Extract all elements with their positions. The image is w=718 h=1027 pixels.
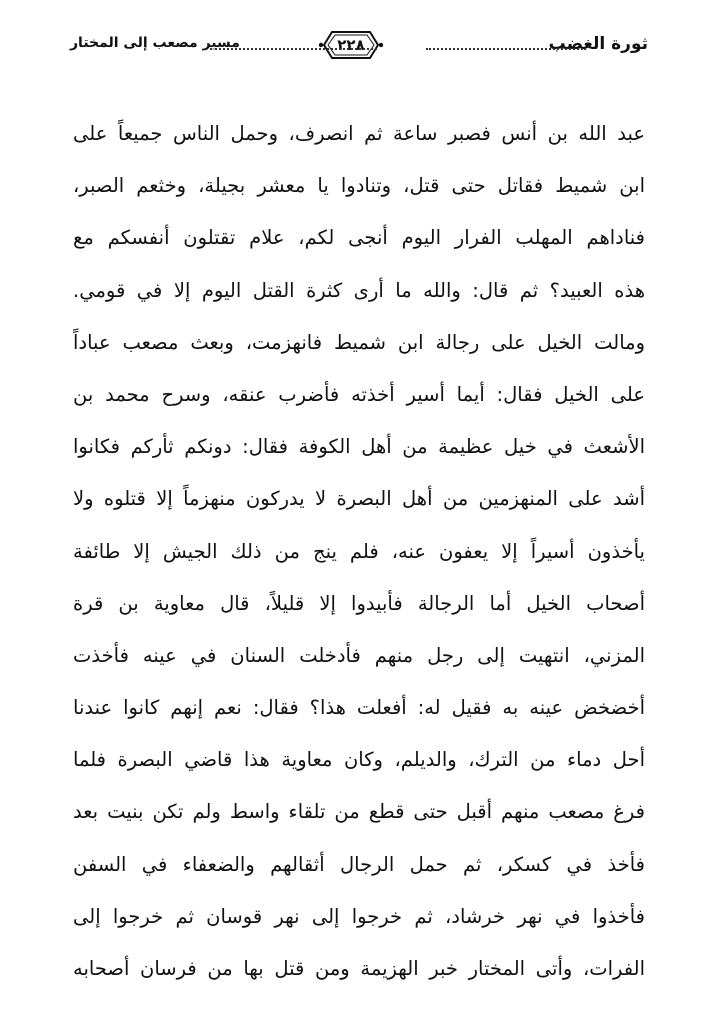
chapter-title: مسير مصعب إلى المختار [70, 35, 240, 51]
text-line: المزني، انتهيت إلى رجل منهم فأدخلت السنان في عينه فأخذت [73, 643, 645, 667]
text-line: يأخذون أسيراً إلا يعفون عنه، فلم ينج من ذلك الجيش إلا طائفة [73, 539, 645, 563]
text-line: الفرات، وأتى المختار خبر الهزيمة ومن قتل بها من فرسان أصحابه [73, 957, 645, 980]
text-line: على الخيل فقال: أيما أسير أخذته فأضرب عنقه، وسرح محمد بن [73, 382, 645, 406]
page-header [70, 28, 648, 64]
text-line: فأخذ في كسكر، ثم حمل الرجال أثقالهم والضعفاء في السفن [73, 852, 645, 876]
text-line: أحل دماء من الترك، والديلم، وكان معاوية هذا قاضي البصرة فلما [73, 748, 645, 772]
text-line: فناداهم المهلب الفرار اليوم أنجى لكم، علام تقتلون أنفسكم مع [73, 226, 645, 250]
book-title: ثورة الغضب [548, 34, 648, 54]
page-number-badge [318, 28, 384, 62]
body-text [73, 108, 645, 995]
text-line: فرغ مصعب منهم أقبل حتى قطع من تلقاء واسط ولم تكن بنيت بعد [73, 800, 645, 824]
text-line: ومالت الخيل على رجالة ابن شميط فانهزمت، وبعث مصعب عباداً [73, 330, 645, 354]
text-line: أخضخض عينه به فقيل له: أفعلت هذا؟ فقال: نعم إنهم كانوا عندنا [73, 696, 645, 720]
page-number: ٢٢٨ [337, 36, 365, 54]
text-line: فأخذوا في نهر خرشاد، ثم خرجوا إلى نهر قوسان ثم خرجوا إلى [73, 904, 645, 928]
text-line: هذه العبيد؟ ثم قال: والله ما أرى كثرة القتل اليوم إلا في قومي. [73, 278, 645, 302]
text-line: أشد على المنهزمين من أهل البصرة لا يدركون منهزماً إلا قتلوه ولا [73, 487, 645, 511]
text-line: ابن شميط فقاتل حتى قتل، وتنادوا يا معشر بجيلة، وخثعم الصبر، [73, 174, 645, 198]
text-line: عبد الله بن أنس فصبر ساعة ثم انصرف، وحمل الناس جميعاً على [73, 122, 645, 145]
text-line: أصحاب الخيل أما الرجالة فأبيدوا إلا قليلاً، قال معاوية بن قرة [73, 591, 645, 615]
header-dotted-leader-right [426, 48, 586, 50]
text-line: الأشعث في خيل عظيمة من أهل الكوفة فقال: دونكم ثأركم فكانوا [73, 435, 645, 459]
